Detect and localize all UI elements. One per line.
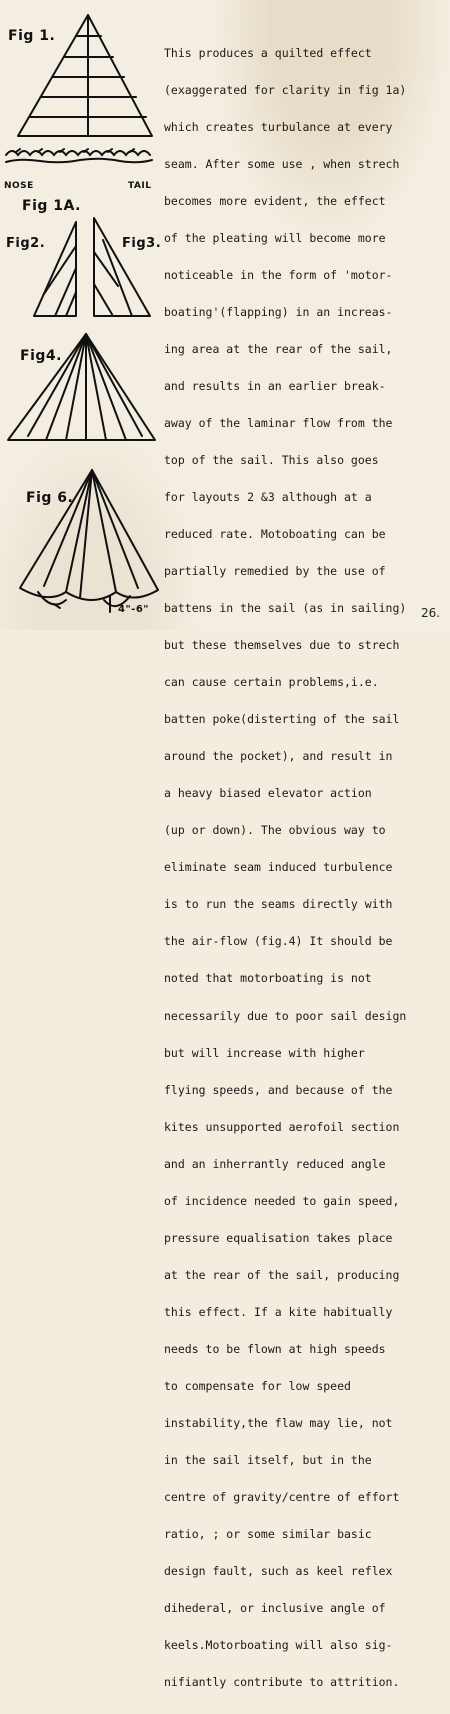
text-line: but these themselves due to strech: [164, 638, 400, 653]
text-line: (exaggerated for clarity in fig 1a): [164, 82, 407, 97]
text-line: batten poke(disterting of the sail: [164, 712, 400, 727]
text-line: instability,the flaw may lie, not: [164, 1415, 393, 1430]
text-line: around the pocket), and result in: [164, 749, 393, 764]
text-line: noticeable in the form of 'motor-: [164, 267, 393, 282]
body-text: [164, 22, 446, 1713]
text-line: nifiantly contribute to attrition.: [164, 1675, 400, 1690]
text-line: and an inherrantly reduced angle: [164, 1156, 386, 1171]
text-line: necessarily due to poor sail design: [164, 1008, 407, 1023]
text-line: needs to be flown at high speeds: [164, 1341, 386, 1356]
fig1-label: Fig 1.: [8, 28, 56, 44]
fig3-label: Fig3.: [122, 236, 162, 251]
text-line: a heavy biased elevator action: [164, 786, 372, 801]
keel-dimension-label: 4"-6": [118, 604, 149, 615]
text-line: to compensate for low speed: [164, 1378, 351, 1393]
text-line: kites unsupported aerofoil section: [164, 1119, 400, 1134]
text-line: partially remedied by the use of: [164, 564, 386, 579]
fig6-label: Fig 6.: [26, 490, 74, 506]
text-line: the air-flow (fig.4) It should be: [164, 934, 393, 949]
text-line: (up or down). The obvious way to: [164, 823, 386, 838]
text-line: in the sail itself, but in the: [164, 1452, 372, 1467]
text-line: of the pleating will become more: [164, 230, 386, 245]
text-line: This produces a quilted effect: [164, 45, 372, 60]
text-line: reduced rate. Motoboating can be: [164, 527, 386, 542]
text-line: and results in an earlier break-: [164, 378, 386, 393]
text-line: eliminate seam induced turbulence: [164, 860, 393, 875]
text-line: is to run the seams directly with: [164, 897, 393, 912]
text-line: ratio, ; or some similar basic: [164, 1526, 372, 1541]
text-line: which creates turbulance at every: [164, 119, 393, 134]
text-line: at the rear of the sail, producing: [164, 1267, 400, 1282]
text-line: can cause certain problems,i.e.: [164, 675, 379, 690]
text-line: pressure equalisation takes place: [164, 1230, 393, 1245]
text-line: top of the sail. This also goes: [164, 453, 379, 468]
text-line: this effect. If a kite habitually: [164, 1304, 393, 1319]
text-line: battens in the sail (as in sailing): [164, 601, 407, 616]
nose-label: NOSE: [4, 181, 34, 191]
text-line: seam. After some use , when strech: [164, 156, 400, 171]
text-line: of incidence needed to gain speed,: [164, 1193, 400, 1208]
text-line: ing area at the rear of the sail,: [164, 341, 393, 356]
text-line: keels.Motorboating will also sig-: [164, 1638, 393, 1653]
text-line: noted that motorboating is not: [164, 971, 372, 986]
tail-label: TAIL: [128, 181, 152, 191]
page-number: 26.: [421, 606, 441, 620]
text-line: becomes more evident, the effect: [164, 193, 386, 208]
fig6-sail-diagram: [0, 0, 160, 630]
fig2-label: Fig2.: [6, 236, 46, 251]
fig1a-label: Fig 1A.: [22, 198, 81, 214]
fig4-label: Fig4.: [20, 348, 62, 364]
text-line: away of the laminar flow from the: [164, 416, 393, 430]
text-line: boating'(flapping) in an increas-: [164, 304, 393, 319]
text-line: centre of gravity/centre of effort: [164, 1489, 400, 1504]
text-line: dihederal, or inclusive angle of: [164, 1601, 386, 1615]
text-line: design fault, such as keel reflex: [164, 1563, 393, 1578]
text-line: for layouts 2 &3 although at a: [164, 490, 372, 505]
text-line: but will increase with higher: [164, 1045, 365, 1060]
text-line: flying speeds, and because of the: [164, 1082, 393, 1097]
